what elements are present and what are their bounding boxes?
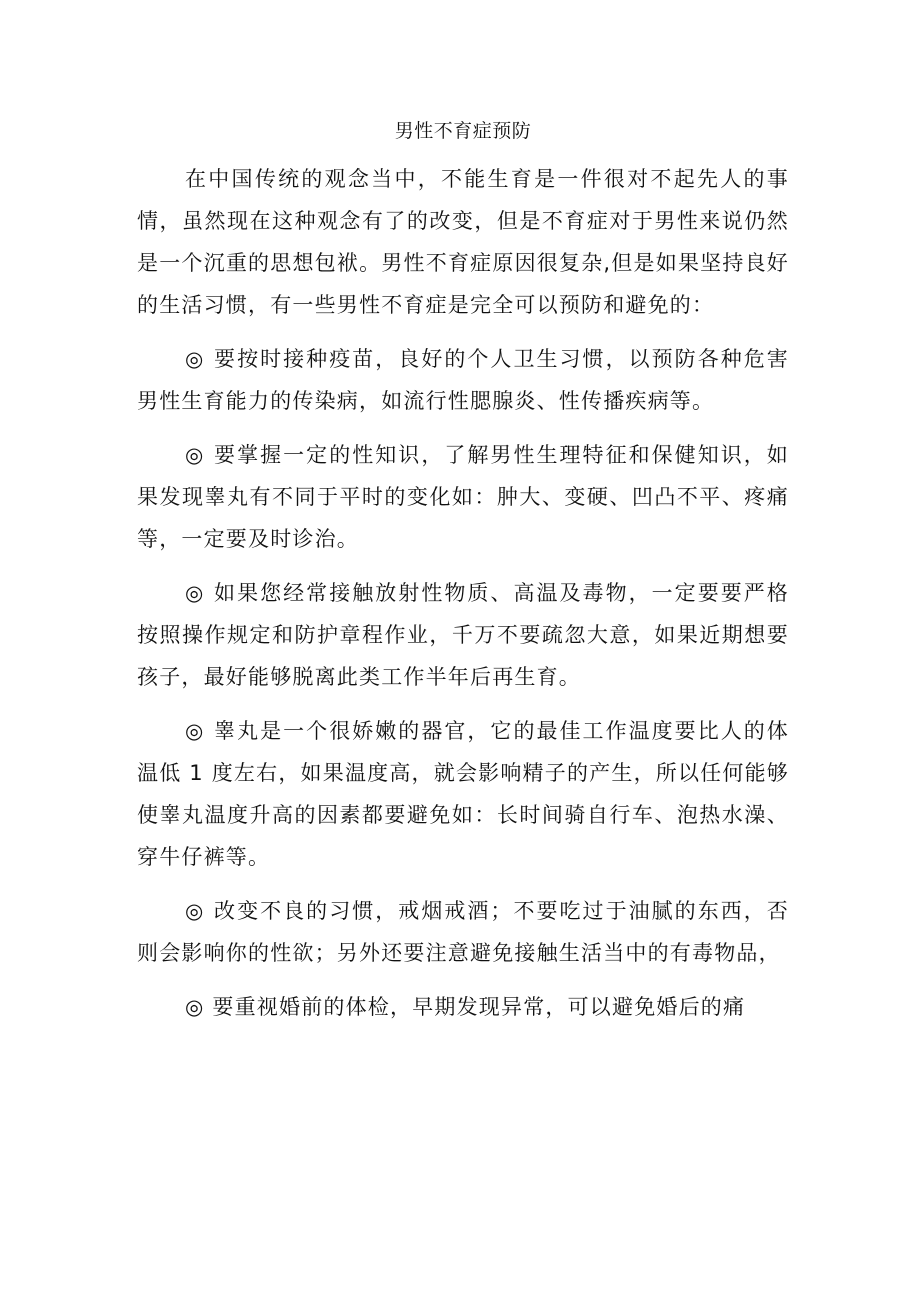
paragraph-intro: 在中国传统的观念当中，不能生育是一件很对不起先人的事情，虽然现在这种观念有了的改变，但是不育症对于男性来说仍然是一个沉重的思想包袱。男性不育症原因很复杂,但是如果坚持良好的生活习惯，有一些男性不育症是完全可以预防和避免的： [137, 167, 789, 317]
paragraph-premarital-exam: ◎ 要重视婚前的体检，早期发现异常，可以避免婚后的痛 [185, 995, 746, 1019]
document-body [137, 158, 789, 1040]
paragraph-testicle-temperature: ◎ 睾丸是一个很娇嫩的器官，它的最佳工作温度要比人的体温低 1 度左右，如果温度高，就会影响精子的产生，所以任何能够使睾丸温度升高的因素都要避免如：长时间骑自行车、泡热水澡、穿牛仔裤等。 [137, 719, 789, 869]
paragraph-occupational-exposure: ◎ 如果您经常接触放射性物质、高温及毒物，一定要要严格按照操作规定和防护章程作业，千万不要疏忽大意，如果近期想要孩子，最好能够脱离此类工作半年后再生育。 [137, 581, 789, 689]
paragraph-habits: ◎ 改变不良的习惯，戒烟戒酒；不要吃过于油腻的东西，否则会影响你的性欲；另外还要注意避免接触生活当中的有毒物品， [137, 899, 789, 965]
page-title: 男性不育症预防 [394, 120, 532, 142]
paragraph-knowledge: ◎ 要掌握一定的性知识，了解男性生理特征和保健知识，如果发现睾丸有不同于平时的变化如：肿大、变硬、凹凸不平、疼痛等，一定要及时诊治。 [137, 443, 789, 551]
paragraph-vaccination: ◎ 要按时接种疫苗，良好的个人卫生习惯，以预防各种危害男性生育能力的传染病，如流行性腮腺炎、性传播疾病等。 [137, 347, 789, 413]
